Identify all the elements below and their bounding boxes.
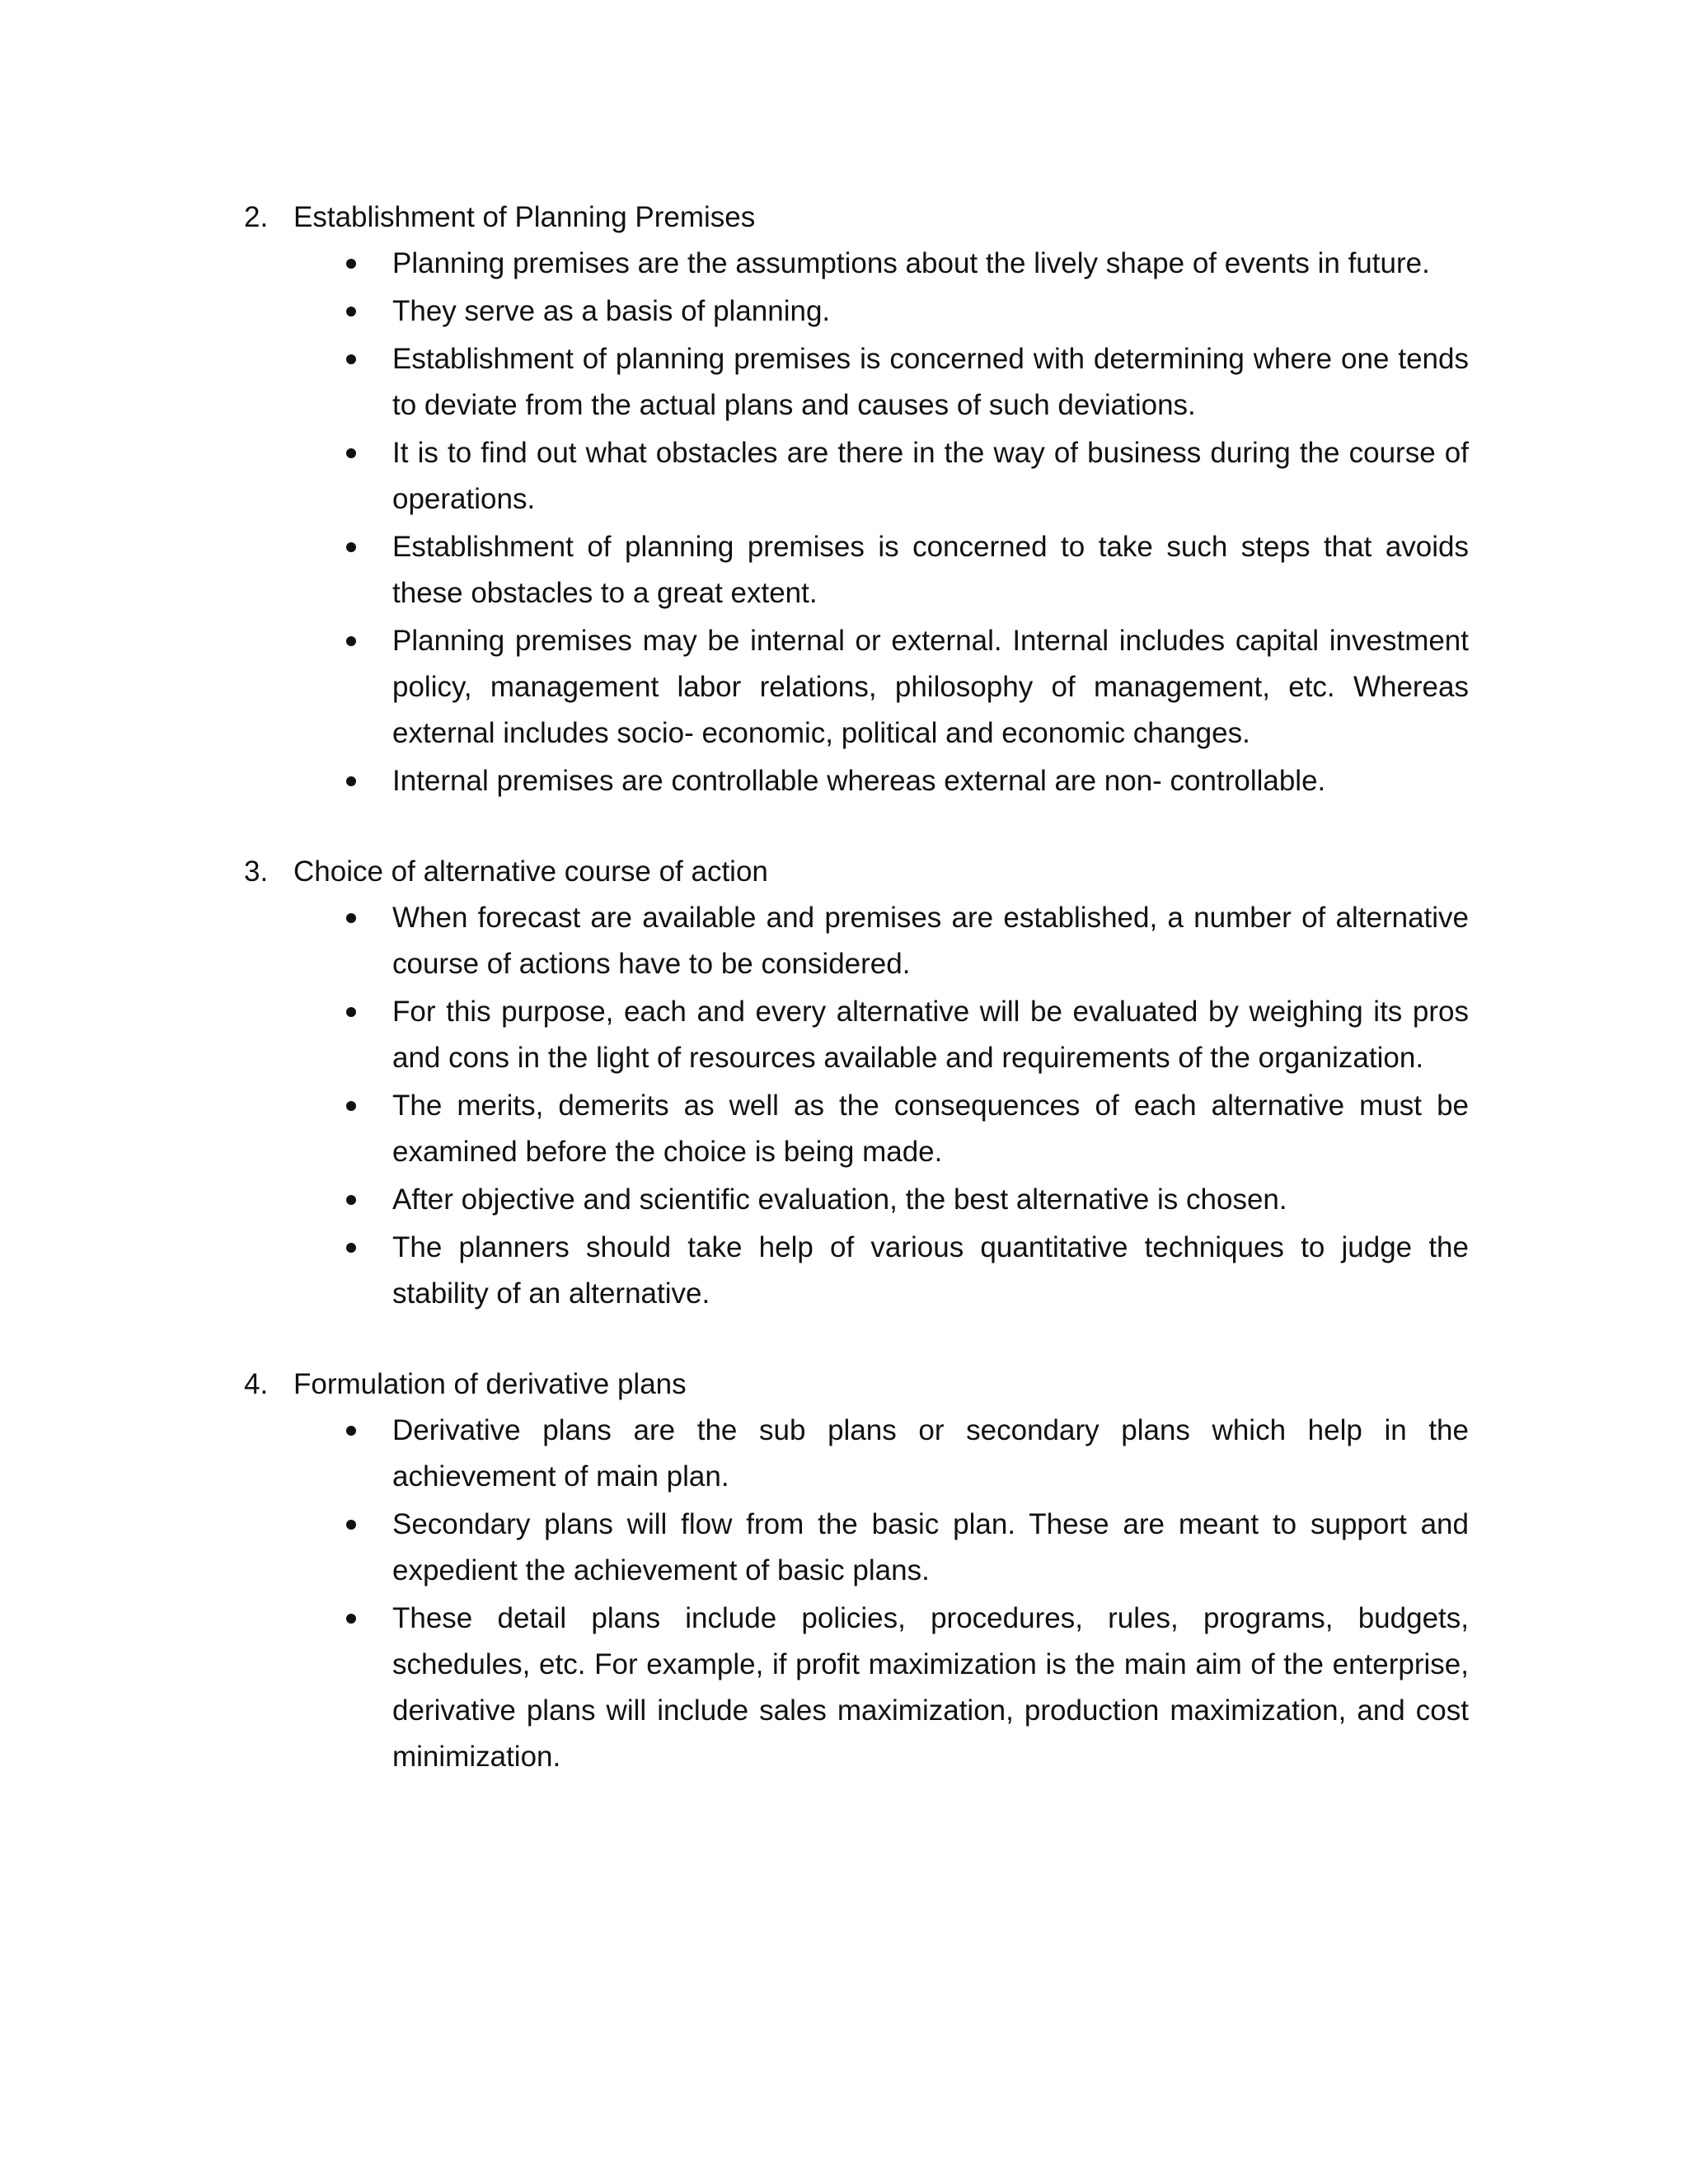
bullet-dot-icon — [346, 448, 356, 458]
list-item — [392, 1596, 1469, 1780]
bullet-text: Planning premises are the assumptions about the lively shape of events in future. — [392, 247, 1430, 279]
list-item — [392, 288, 1469, 335]
bullet-text: For this purpose, each and every alternative will be evaluated by weighing its pros and cons in the light of resources available and requirements of the organization. — [392, 996, 1469, 1074]
section-planning-premises — [244, 194, 1469, 804]
list-item — [392, 524, 1469, 616]
bullet-text: Internal premises are controllable whereas external are non- controllable. — [392, 765, 1326, 797]
bullet-dot-icon — [346, 913, 356, 923]
list-item — [392, 1177, 1469, 1223]
bullet-list — [244, 895, 1469, 1317]
section-title: Choice of alternative course of action — [293, 855, 768, 888]
section-number: 3. — [244, 855, 269, 888]
bullet-dot-icon — [346, 1101, 356, 1111]
bullet-text: After objective and scientific evaluation, the best alternative is chosen. — [392, 1183, 1287, 1216]
section-heading — [244, 1361, 1469, 1408]
section-title: Establishment of Planning Premises — [293, 201, 756, 233]
bullet-dot-icon — [346, 1614, 356, 1624]
bullet-dot-icon — [346, 1007, 356, 1017]
bullet-dot-icon — [346, 354, 356, 364]
bullet-list — [244, 1408, 1469, 1780]
list-item — [392, 989, 1469, 1081]
bullet-dot-icon — [346, 776, 356, 786]
bullet-text: They serve as a basis of planning. — [392, 295, 831, 327]
bullet-dot-icon — [346, 307, 356, 316]
list-item — [392, 1502, 1469, 1594]
bullet-dot-icon — [346, 1520, 356, 1530]
section-number: 2. — [244, 201, 269, 233]
bullet-dot-icon — [346, 542, 356, 552]
bullet-text: Secondary plans will flow from the basic plan. These are meant to support and expedient the achievement of basic plans. — [392, 1508, 1469, 1586]
bullet-dot-icon — [346, 259, 356, 269]
bullet-text: The planners should take help of various quantitative techniques to judge the stability of an alternative. — [392, 1231, 1469, 1310]
list-item — [392, 430, 1469, 523]
section-heading — [244, 194, 1469, 241]
list-item — [392, 618, 1469, 757]
bullet-text: Establishment of planning premises is concerned to take such steps that avoids these obstacles to a great extent. — [392, 531, 1469, 609]
bullet-text: Planning premises may be internal or external. Internal includes capital investment policy, management labor relations, philosophy of management, etc. Whereas external includes socio- economic, political and economic changes. — [392, 625, 1469, 749]
section-heading — [244, 849, 1469, 895]
list-item — [392, 1408, 1469, 1500]
list-item — [392, 895, 1469, 987]
bullet-dot-icon — [346, 1195, 356, 1205]
bullet-text: These detail plans include policies, procedures, rules, programs, budgets, schedules, etc. For example, if profit maximization is the main aim of the enterprise, derivative plans will include sales maximization, production maximization, and cost minimization. — [392, 1602, 1469, 1773]
section-choice-of-alternative — [244, 849, 1469, 1317]
bullet-dot-icon — [346, 1426, 356, 1436]
bullet-text: The merits, demerits as well as the consequences of each alternative must be examined before the choice is being made. — [392, 1090, 1469, 1168]
list-item — [392, 1083, 1469, 1175]
bullet-text: It is to find out what obstacles are there in the way of business during the course of operations. — [392, 437, 1469, 515]
bullet-list — [244, 241, 1469, 804]
bullet-text: Establishment of planning premises is concerned with determining where one tends to deviate from the actual plans and causes of such deviations. — [392, 343, 1469, 421]
list-item — [392, 336, 1469, 429]
section-title: Formulation of derivative plans — [293, 1368, 687, 1400]
bullet-dot-icon — [346, 636, 356, 646]
bullet-dot-icon — [346, 1243, 356, 1253]
bullet-text: When forecast are available and premises are established, a number of alternative course of actions have to be considered. — [392, 902, 1469, 980]
list-item — [392, 241, 1469, 287]
document-content — [244, 194, 1469, 1825]
section-number: 4. — [244, 1368, 269, 1400]
section-derivative-plans — [244, 1361, 1469, 1780]
list-item — [392, 758, 1469, 804]
list-item — [392, 1225, 1469, 1317]
bullet-text: Derivative plans are the sub plans or secondary plans which help in the achievement of main plan. — [392, 1414, 1469, 1493]
